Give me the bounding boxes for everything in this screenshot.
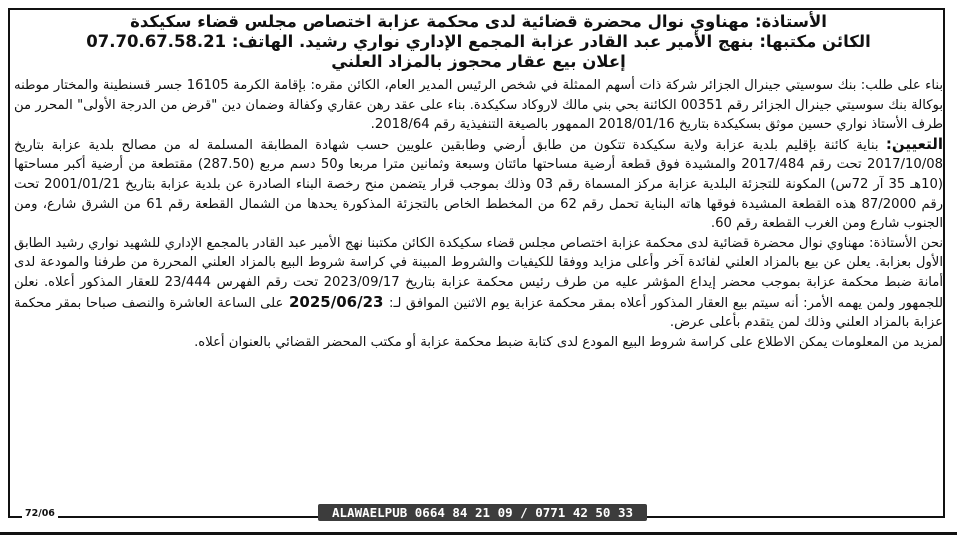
ad-code: 72/06 xyxy=(22,508,58,519)
sale-date: 2025/06/23 xyxy=(283,292,390,311)
paragraph-info: لمزيد من المعلومات يمكن الاطلاع على كراسة شروط البيع المودع لدى كتابة ضبط محكمة عزابة أو مكتب المحضر القضائي بالعنوان أعلاه. xyxy=(194,334,943,350)
bottom-rule xyxy=(0,532,957,535)
publisher-banner: ALAWAELPUB 0664 84 21 09 / 0771 42 50 33 xyxy=(318,504,647,521)
paragraph-announcement xyxy=(14,234,943,333)
footer xyxy=(8,504,945,522)
designation-text: بناية كائنة بإقليم بلدية عزابة ولاية سكيكدة تتكون من طابق أرضي وطابقين علويين حسب شهادة المطابقة المسلمة له من مصالح بلدية عزابة بتاريخ 2017/10/08 تحت رقم 2017/484 والمشيدة فوق قطعة أرضية مساحتها مائتان وسبعة وثمانين مترا مربعا و50 دسم مربع (287.50) مقتطعة من أرضية أكبر مساحتها (10هـ 35 آر 72س) المكونة للتجزئة البلدية عزابة مركز المسماة رقم 03 وذلك بموجب قرار يتضمن منح رخصة البناء الصادرة عن بلدية عزابة بتاريخ 2001/01/21 تحت رقم 87/2000 هذه القطعة المشيدة فوقها هاته البناية تحمل رقم 62 من المخطط الخاص بالتجزئة المذكورة يحدها من الشمال القطعة رقم 61 من الشرق شارع، ومن الجنوب شارع ومن الغرب القطعة رقم 60. xyxy=(14,137,943,232)
announcement-text: نحن الأستاذة: مهناوي نوال محضرة قضائية لدى محكمة عزابة اختصاص مجلس قضاء سكيكدة الكائن مكتبنا نهج الأمير عبد القادر بالمجمع الإداري للشهيد نواري رشيد الطابق الأول بعزابة. يعلن عن بيع بالمزاد العلني لفائدة آخر وأعلى مزايد ووفقا للكيفيات والشروط المبينة في كراسة شروط البيع بالمزاد العلني المحررة من طرفنا والمودعة لدى أمانة ضبط محكمة عزابة بموجب محضر إيداع المؤشر عليه من طرف رئيس محكمة عزابة بتاريخ 2023/09/17 تحت رقم الفهرس 23/444 للعقار المذكور أعلاه. نعلن للجمهور ولمن يهمه الأمر: أنه سيتم بيع العقار المذكور أعلاه بمقر محكمة عزابة يوم الاثنين الموافق لـ: xyxy=(14,235,943,311)
notice-title: إعلان بيع عقار محجوز بالمزاد العلني xyxy=(331,52,626,71)
header-address: الكائن مكتبها: بنهج الأمير عبد القادر عزابة المجمع الإداري نواري رشيد. الهاتف: xyxy=(231,32,871,51)
header-line-2 xyxy=(14,32,943,52)
announcement-text-end: على الساعة العاشرة والنصف صباحا بمقر محكمة عزابة بالمزاد العلني وذلك لمن يتقدم بأعلى عرض. xyxy=(14,295,943,331)
paragraph-designation xyxy=(14,135,943,234)
designation-label: التعيين: xyxy=(885,134,943,153)
notice-content xyxy=(14,12,943,352)
header-phone: 07.70.67.58.21 xyxy=(86,32,227,51)
paragraph-request: بناء على طلب: بنك سوسيتي جينرال الجزائر شركة ذات أسهم الممثلة في شخص الرئيس المدير العام، الكائن مقره: بإقامة الكرمة 16105 جسر قسنطينة والمختار موطنه بوكالة بنك سوسيتي جينرال الجزائر رقم 00351 الكائنة بحي بني مالك لاروكاد سكيكدة. بناء على عقد رهن عقاري وكفالة وضمان دين "قرض من الدرجة الأولى" المحرر من طرف الأستاذ نواري حسين موثق بسكيكدة بتاريخ 2018/01/16 الممهور بالصيغة التنفيذية رقم 2018/64. xyxy=(14,78,944,133)
header-line-1: الأستاذة: مهناوي نوال محضرة قضائية لدى محكمة عزابة اختصاص مجلس قضاء سكيكدة xyxy=(130,12,827,31)
